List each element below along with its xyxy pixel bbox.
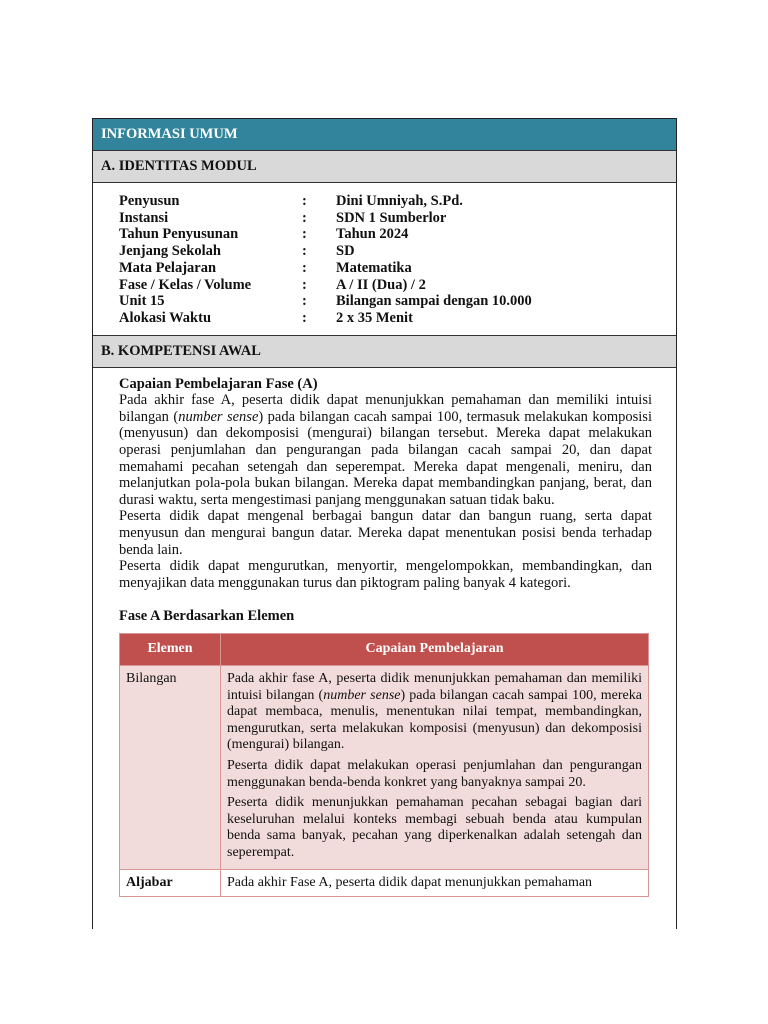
elemen-cell: Bilangan [120,665,221,870]
cp-paragraph [119,392,652,508]
section-header-kompetensi-awal: B. KOMPETENSI AWAL [93,336,676,368]
colon: : [302,259,307,276]
table-header-row [120,633,649,665]
cp-title: Capaian Pembelajaran Fase (A) [119,375,318,392]
elemen-cell: Aljabar [120,870,221,897]
document-frame [92,118,677,929]
identity-label: Alokasi Waktu [119,309,212,326]
identity-label: Tahun Penyusunan [119,226,239,243]
cp-paragraph: Peserta didik dapat mengurutkan, menyortir, mengelompokkan, membandingkan, dan menyajikan data menggunakan turus dan piktogram paling banyak 4 kategori. [119,558,652,591]
colon: : [302,243,307,260]
elemen-title: Fase A Berdasarkan Elemen [119,608,295,625]
capaian-paragraph: Peserta didik menunjukkan pemahaman pecahan sebagai bagian dari keseluruhan melalui konteks membagi sebuah benda atau kumpulan benda sama banyak, pecahan yang diperkenalkan adalah setengah dan seperempat. [227,795,642,860]
section-header-identitas-modul: A. IDENTITAS MODUL [93,151,676,183]
identity-value: 2 x 35 Menit [336,309,413,326]
text: ) pada bilangan cacah sampai 100, mereka dapat membaca, menulis, menentukan nilai tempat, membandingkan, mengurutkan, serta melakukan komposisi (menyusun) dan dekomposisi (mengurai) bilangan. [227,687,642,753]
identity-row [119,293,676,310]
column-header: Capaian Pembelajaran [221,633,649,665]
identity-row [119,226,676,243]
table-row [120,665,649,870]
kompetensi-awal-body [93,368,676,897]
identity-label: Instansi [119,209,169,226]
identity-row [119,210,676,227]
identity-value: Matematika [336,259,412,276]
identity-value: SDN 1 Sumberlor [336,209,447,226]
colon: : [302,276,307,293]
identity-row [119,260,676,277]
capaian-paragraph [227,671,642,754]
table-row [120,870,649,897]
colon: : [302,309,307,326]
colon: : [302,293,307,310]
text: Pada akhir fase A, peserta didik dapat menunjukkan pemahaman dan memiliki intuisi bilangan ( [119,392,652,425]
identity-row [119,193,676,210]
column-header: Elemen [120,633,221,665]
identity-value: Tahun 2024 [336,226,409,243]
identity-list [93,183,676,336]
identity-value: A / II (Dua) / 2 [336,276,426,293]
identity-label: Unit 15 [119,293,165,310]
capaian-paragraph: Peserta didik dapat melakukan operasi penjumlahan dan pengurangan menggunakan benda-benda konkret yang banyaknya sampai 20. [227,757,642,790]
identity-value: SD [336,243,355,260]
elemen-table [119,633,649,897]
identity-label: Jenjang Sekolah [119,243,221,260]
identity-row [119,310,676,327]
text: ) pada bilangan cacah sampai 100, termasuk melakukan komposisi (menyusun) dan dekomposisi (mengurai) bilangan tersebut. Mereka dapat melakukan operasi penjumlahan dan pengurangan pada bilangan cacah sampai 20, dan dapat memahami pecahan setengah dan seperempat. Mereka dapat mengenali, meniru, dan melanjutkan pola-pola bukan bilangan. Mereka dapat membandingkan panjang, berat, dan durasi waktu, serta mengestimasi panjang menggunakan satuan tidak baku. [119,408,652,508]
colon: : [302,226,307,243]
identity-label: Mata Pelajaran [119,259,217,276]
section-header-informasi-umum: INFORMASI UMUM [93,119,676,151]
identity-value: Bilangan sampai dengan 10.000 [336,293,532,310]
capaian-cell [221,665,649,870]
cp-paragraph: Peserta didik dapat mengenal berbagai bangun datar dan bangun ruang, serta dapat menyusun dan mengurai bangun datar. Mereka dapat menentukan posisi benda terhadap benda lain. [119,508,652,558]
italic-term: number sense [178,408,259,425]
capaian-cell: Pada akhir Fase A, peserta didik dapat menunjukkan pemahaman [221,870,649,897]
colon: : [302,193,307,209]
text: Pada akhir fase A, peserta didik menunjukkan pemahaman dan memiliki intuisi bilangan ( [227,670,642,703]
italic-term: number sense [323,687,401,703]
identity-value: Dini Umniyah, S.Pd. [336,193,463,209]
colon: : [302,209,307,226]
identity-label: Penyusun [119,193,180,209]
identity-row [119,277,676,294]
identity-row [119,243,676,260]
identity-label: Fase / Kelas / Volume [119,276,252,293]
